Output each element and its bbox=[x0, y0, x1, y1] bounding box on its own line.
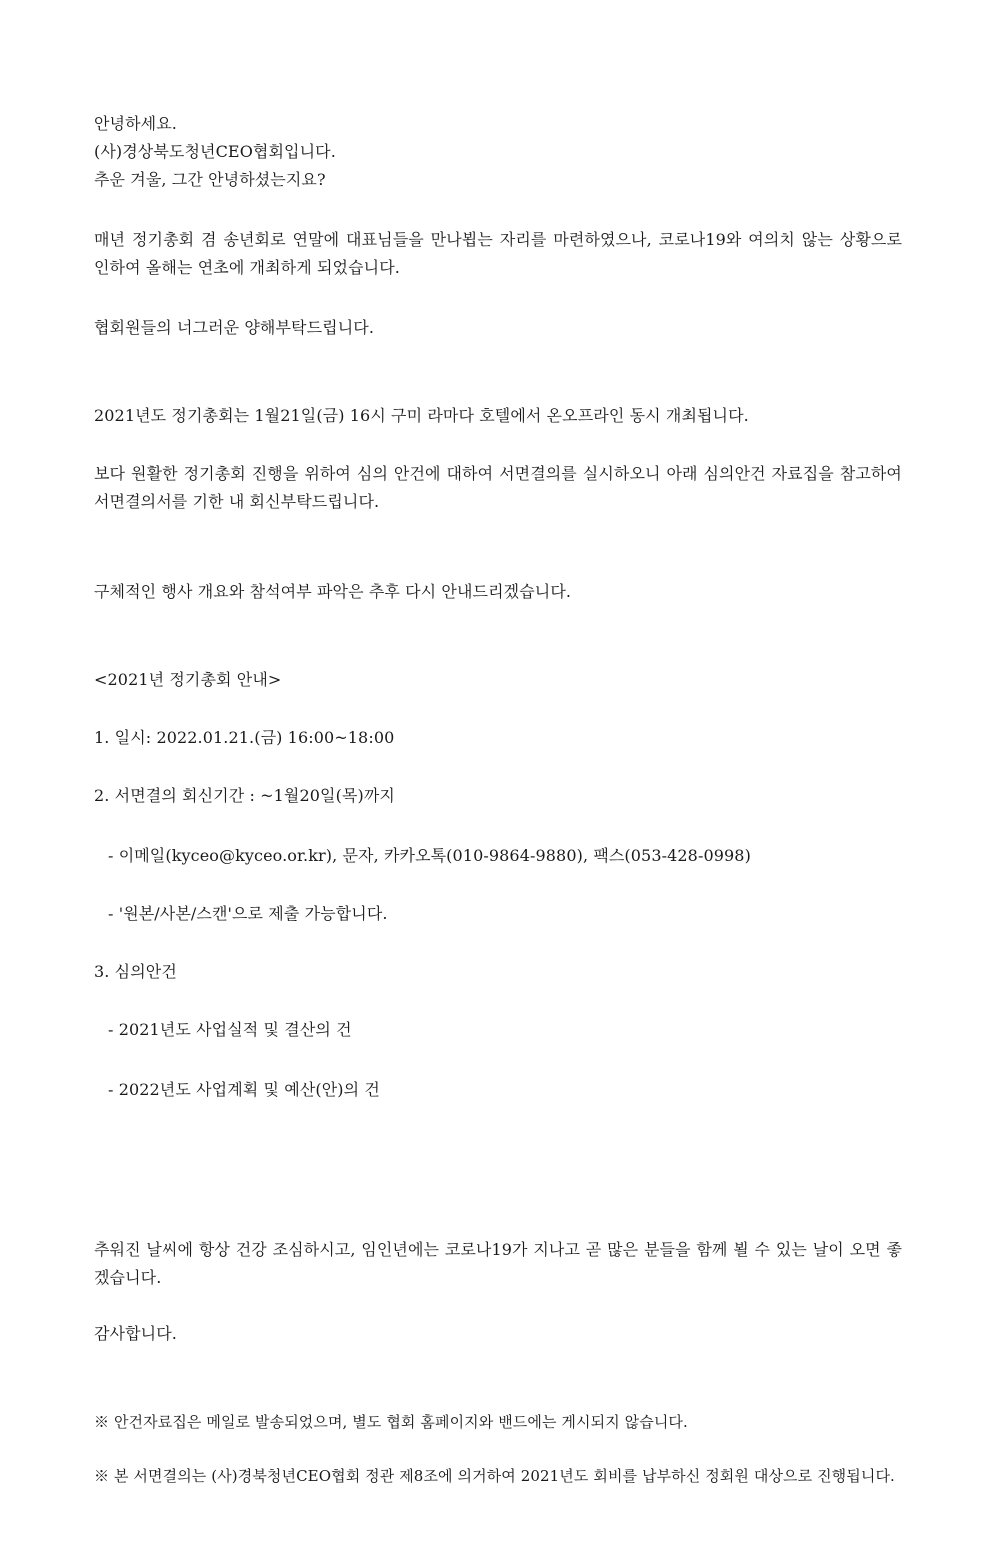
notice-heading: <2021년 정기총회 안내> bbox=[94, 670, 282, 689]
organization-intro: (사)경상북도청년CEO협회입니다. bbox=[94, 142, 336, 161]
followup-line: 구체적인 행사 개요와 참석여부 파악은 추후 다시 안내드리겠습니다. bbox=[94, 582, 572, 601]
apology-line: 협회원들의 너그러운 양해부탁드립니다. bbox=[94, 318, 375, 337]
thanks-line: 감사합니다. bbox=[94, 1324, 177, 1343]
meeting-announcement: 2021년도 정기총회는 1월21일(금) 16시 구미 라마다 호텔에서 온오프라인 동시 개최됩니다. bbox=[94, 406, 749, 425]
footnote-eligibility: ※ 본 서면결의는 (사)경북청년CEO협회 정관 제8조에 의거하여 2021년도 회비를 납부하신 정회원 대상으로 진행됩니다. bbox=[94, 1467, 895, 1485]
notice-item-datetime: 1. 일시: 2022.01.21.(금) 16:00~18:00 bbox=[94, 728, 395, 747]
written-vote-paragraph: 보다 원활한 정기총회 진행을 위하여 심의 안건에 대하여 서면결의를 실시하오니 아래 심의안건 자료집을 참고하여 서면결의서를 기한 내 회신부탁드립니다. bbox=[94, 464, 902, 511]
notice-item-agenda: 3. 심의안건 bbox=[94, 962, 177, 981]
agenda-item-2022-plan: - 2022년도 사업계획 및 예산(안)의 건 bbox=[108, 1080, 380, 1099]
submission-formats: - '원본/사본/스캔'으로 제출 가능합니다. bbox=[108, 904, 388, 923]
footnote-materials: ※ 안건자료집은 메일로 발송되었으며, 별도 협회 홈페이지와 밴드에는 게시되지 않습니다. bbox=[94, 1413, 688, 1431]
agenda-item-2021-results: - 2021년도 사업실적 및 결산의 건 bbox=[108, 1020, 352, 1039]
greeting-question: 추운 겨울, 그간 안녕하셨는지요? bbox=[94, 170, 326, 189]
notice-item-reply-period: 2. 서면결의 회신기간 : ~1월20일(목)까지 bbox=[94, 786, 395, 805]
closing-wish: 추워진 날씨에 항상 건강 조심하시고, 임인년에는 코로나19가 지나고 곧 많은 분들을 함께 뵐 수 있는 날이 오면 좋겠습니다. bbox=[94, 1240, 902, 1287]
reply-methods: - 이메일(kyceo@kyceo.or.kr), 문자, 카카오톡(010-9864-9880), 팩스(053-428-0998) bbox=[108, 846, 751, 865]
greeting-line: 안녕하세요. bbox=[94, 114, 177, 133]
intro-paragraph: 매년 정기총회 겸 송년회로 연말에 대표님들을 만나뵙는 자리를 마련하였으나, 코로나19와 여의치 않는 상황으로 인하여 올해는 연초에 개최하게 되었습니다. bbox=[94, 230, 902, 277]
